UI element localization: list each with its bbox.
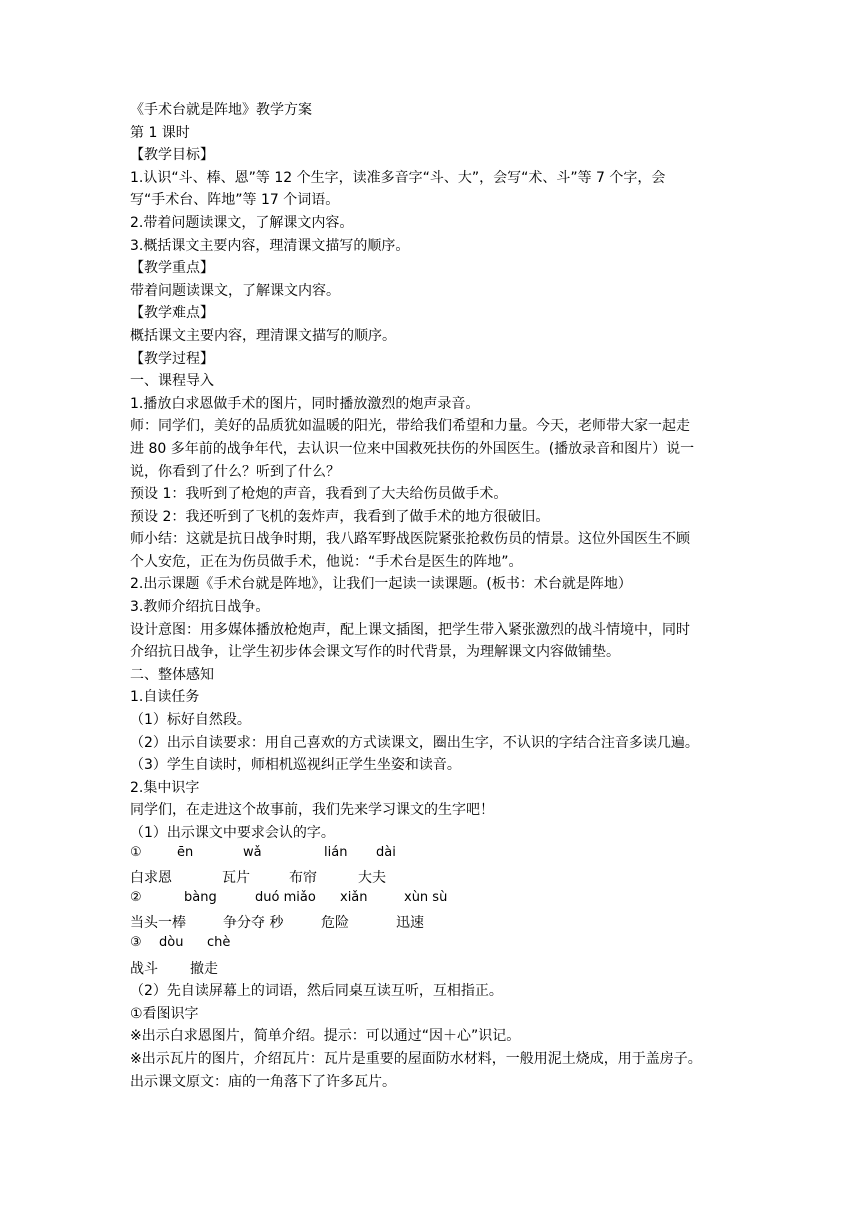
text-line: 进 80 多年前的战争年代，去认识一位来中国救死扶伤的外国医生。(播放录音和图片）说一: [130, 440, 695, 457]
section-heading-difficulties: 【教学难点】: [130, 305, 214, 322]
text-line: （2）出示自读要求：用自己喜欢的方式读课文，圈出生字，不认识的字结合注音多读几遍。: [130, 734, 699, 751]
text-line: 1.认识“斗、棒、恩”等 12 个生字，读准多音字“斗、大”，会写“术、斗”等 7 个字，会: [130, 169, 666, 186]
text-line: 2.带着问题读课文，了解课文内容。: [130, 214, 354, 231]
vocab-word: 当头一棒: [130, 915, 186, 932]
text-line: ※出示白求恩图片，简单介绍。提示：可以通过“因＋心”识记。: [130, 1028, 521, 1045]
text-line: 写“手术台、阵地”等 17 个词语。: [130, 192, 340, 209]
pinyin: duó miǎo: [255, 889, 316, 905]
vocab-word: 战斗: [130, 960, 158, 977]
text-line: 预设 2：我还听到了飞机的轰炸声，我看到了做手术的地方很破旧。: [130, 508, 550, 525]
text-line: 介绍抗日战争，让学生初步体会课文写作的时代背景，为理解课文内容做铺垫。: [130, 644, 620, 661]
text-line: 3.教师介绍抗日战争。: [130, 599, 270, 616]
doc-title: 《手术台就是阵地》教学方案: [130, 102, 312, 118]
vocab-row: [130, 867, 735, 890]
section-heading-goals: 【教学目标】: [130, 147, 214, 164]
text-line: 1.播放白求恩做手术的图片，同时播放激烈的炮声录音。: [130, 395, 480, 412]
group-marker: ①: [130, 844, 142, 860]
pinyin: xùn sù: [404, 889, 448, 905]
section-heading-process: 【教学过程】: [130, 350, 214, 367]
vocab-row: [130, 958, 735, 981]
vocab-word: 危险: [321, 915, 349, 932]
text-line: 3.概括课文主要内容，理清课文描写的顺序。: [130, 237, 410, 254]
pinyin: xiǎn: [340, 889, 368, 905]
lesson-number: 第 1 课时: [130, 124, 190, 141]
vocab-word: 争分夺 秒: [223, 915, 284, 932]
vocab-row: [130, 912, 735, 935]
document-body: [130, 99, 735, 1093]
text-line: 同学们，在走进这个故事前，我们先来学习课文的生字吧！: [130, 802, 494, 819]
pinyin-row: [130, 845, 735, 868]
vocab-word: 布帘: [289, 870, 317, 887]
text-line: 概括课文主要内容，理清课文描写的顺序。: [130, 327, 396, 344]
subheading-intro: 一、课程导入: [130, 373, 214, 390]
group-marker: ③: [130, 934, 142, 950]
pinyin: wǎ: [243, 844, 262, 860]
pinyin: dòu: [159, 934, 184, 950]
text-line: 说，你看到了什么？听到了什么？: [130, 463, 340, 480]
text-line: （1）标好自然段。: [130, 712, 251, 729]
vocab-word: 迅速: [396, 915, 424, 932]
pinyin-row: [130, 935, 735, 958]
text-line: （3）学生自读时，师相机巡视纠正学生坐姿和读音。: [130, 757, 461, 774]
pinyin: ēn: [177, 844, 194, 860]
text-line: 2.集中识字: [130, 779, 200, 796]
pinyin: dài: [376, 844, 396, 860]
text-line: 个人安危，正在为伤员做手术，他说：“手术台是医生的阵地”。: [130, 553, 523, 570]
pinyin: lián: [324, 844, 348, 860]
pinyin-row: [130, 890, 735, 913]
group-marker: ②: [130, 889, 142, 905]
vocab-word: 撤走: [190, 960, 218, 977]
pinyin: bàng: [184, 889, 217, 905]
text-line: （1）出示课文中要求会认的字。: [130, 825, 335, 841]
vocab-word: 大夫: [358, 870, 386, 887]
text-line: ※出示瓦片的图片，介绍瓦片：瓦片是重要的屋面防水材料，一般用泥土烧成，用于盖房子。: [130, 1050, 702, 1067]
text-line: 师小结：这就是抗日战争时期，我八路军野战医院紧张抢救伤员的情景。这位外国医生不顾: [130, 531, 690, 548]
text-line: 预设 1：我听到了枪炮的声音，我看到了大夫给伤员做手术。: [130, 486, 508, 503]
pinyin: chè: [207, 934, 231, 950]
text-line: 师：同学们，美好的品质犹如温暖的阳光，带给我们希望和力量。今天，老师带大家一起走: [130, 418, 690, 435]
vocab-word: 白求恩: [130, 870, 172, 887]
text-line: 1.自读任务: [130, 689, 200, 706]
text-line: 2.出示课题《手术台就是阵地》，让我们一起读一读课题。(板书：术台就是阵地）: [130, 576, 632, 593]
text-line: （2）先自读屏幕上的词语，然后同桌互读互听，互相指正。: [130, 983, 503, 1000]
section-heading-key-points: 【教学重点】: [130, 260, 214, 277]
text-line: 设计意图：用多媒体播放枪炮声，配上课文插图，把学生带入紧张激烈的战斗情境中，同时: [130, 621, 690, 638]
text-line: 带着问题读课文，了解课文内容。: [130, 282, 340, 299]
vocab-word: 瓦片: [222, 870, 250, 887]
text-line: ①看图识字: [130, 1005, 199, 1022]
subheading-overview: 二、整体感知: [130, 666, 214, 683]
text-line: 出示课文原文：庙的一角落下了许多瓦片。: [130, 1073, 396, 1090]
